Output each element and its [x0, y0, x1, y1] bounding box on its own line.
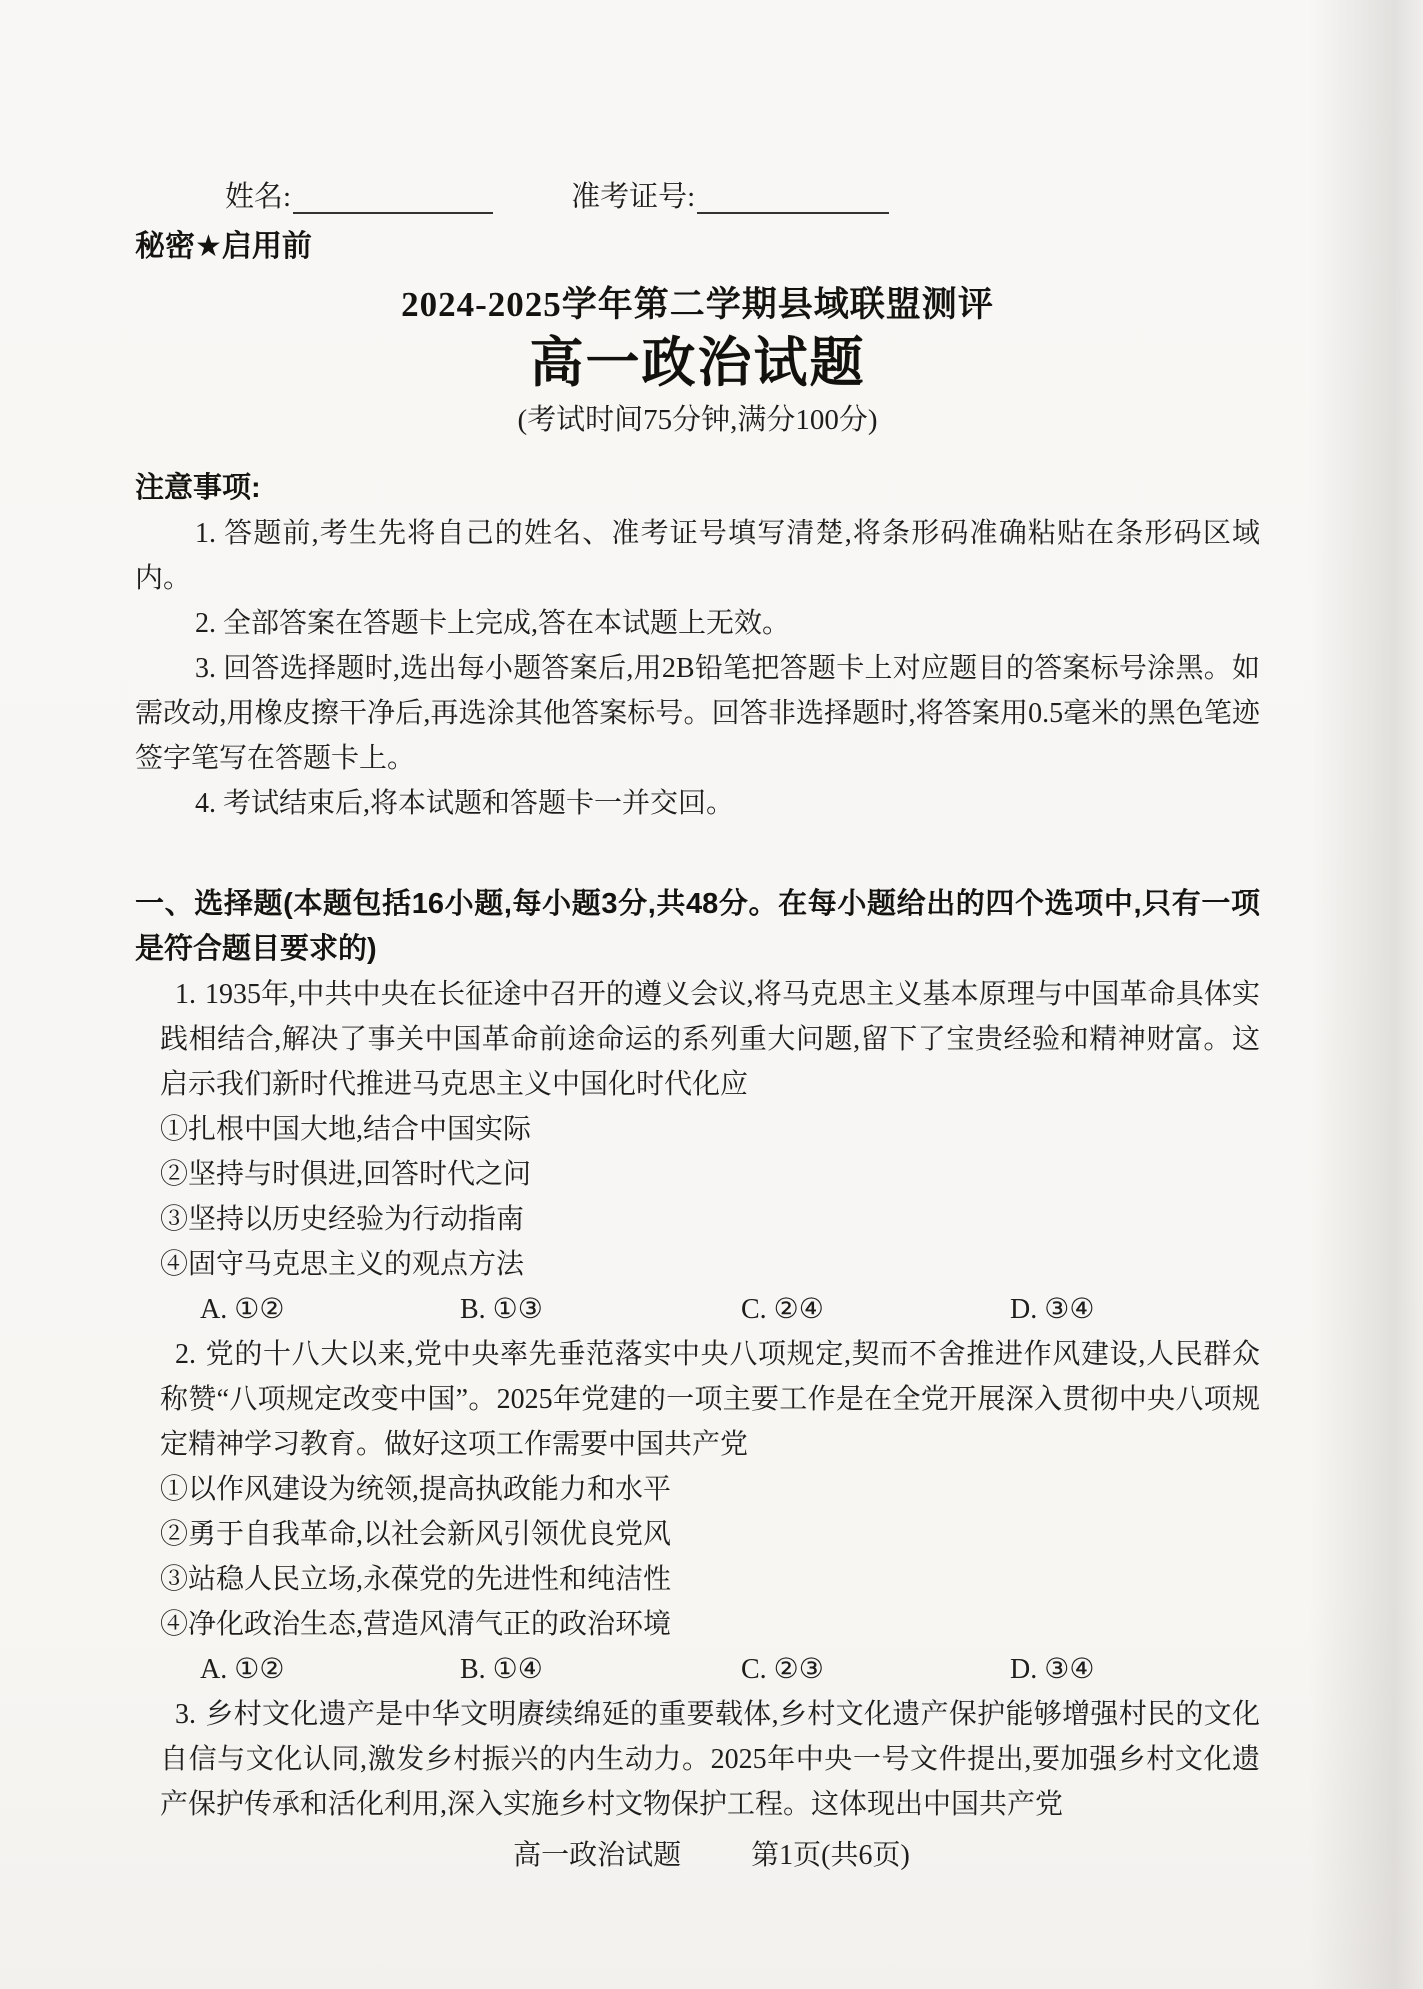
secrecy-notice: 秘密★启用前 — [135, 230, 312, 263]
page-footer — [0, 1833, 1423, 1878]
question-1-option-d: D. ③④ — [1010, 1294, 1095, 1325]
question-1 — [135, 972, 1260, 1332]
question-2-option-b: B. ①④ — [460, 1654, 543, 1685]
notice-item-3: 3. 回答选择题时,选出每小题答案后,用2B铅笔把答题卡上对应题目的答案标号涂黑。如需改动,用橡皮擦干净后,再选涂其他答案标号。回答非选择题时,将答案用0.5毫米的黑色笔迹签字笔写在答题卡上。 — [135, 653, 1260, 774]
question-1-stem — [160, 972, 1260, 1107]
question-3-stem — [160, 1692, 1260, 1827]
term-title: 2024-2025学年第二学期县域联盟测评 — [401, 285, 994, 324]
exam-id-label: 准考证号: — [571, 181, 696, 213]
question-1-subitem-2: ②坚持与时俱进,回答时代之问 — [160, 1159, 532, 1190]
footer-doc-title: 高一政治试题 — [513, 1840, 682, 1871]
question-2 — [135, 1332, 1260, 1692]
section-header: 一、选择题(本题包括16小题,每小题3分,共48分。在每小题给出的四个选项中,只有一项是符合题目要求的) — [135, 888, 1260, 965]
exam-meta: (考试时间75分钟,满分100分) — [517, 404, 878, 436]
question-1-subitem-3: ③坚持以历史经验为行动指南 — [160, 1204, 525, 1235]
question-2-subitem-2: ②勇于自我革命,以社会新风引领优良党风 — [160, 1519, 672, 1550]
question-1-number: 1. — [175, 979, 196, 1010]
notice-title: 注意事项: — [135, 472, 261, 504]
question-2-number: 2. — [175, 1339, 196, 1370]
question-2-option-a: A. ①② — [200, 1654, 285, 1685]
question-2-option-c: C. ②③ — [741, 1654, 824, 1685]
exam-id-blank-line — [697, 182, 889, 214]
question-1-option-c: C. ②④ — [741, 1294, 824, 1325]
question-2-option-d: D. ③④ — [1010, 1654, 1095, 1685]
name-blank-line — [293, 182, 493, 214]
question-1-option-a: A. ①② — [200, 1294, 285, 1325]
name-label: 姓名: — [225, 181, 292, 213]
question-2-stem-text: 党的十八大以来,党中央率先垂范落实中央八项规定,契而不舍推进作风建设,人民群众称赞“八项规定改变中国”。2025年党建的一项主要工作是在全党开展深入贯彻中央八项规定精神学习教育。做好这项工作需要中国共产党 — [160, 1339, 1260, 1460]
question-3-stem-text: 乡村文化遗产是中华文明赓续绵延的重要载体,乡村文化遗产保护能够增强村民的文化自信与文化认同,激发乡村振兴的内生动力。2025年中央一号文件提出,要加强乡村文化遗产保护传承和活化利用,深入实施乡村文物保护工程。这体现出中国共产党 — [160, 1699, 1260, 1820]
footer-page-indicator: 第1页(共6页) — [751, 1840, 910, 1871]
notice-item-4: 4. 考试结束后,将本试题和答题卡一并交回。 — [195, 788, 735, 819]
question-1-subitem-4: ④固守马克思主义的观点方法 — [160, 1249, 525, 1280]
question-2-subitem-3: ③站稳人民立场,永葆党的先进性和纯洁性 — [160, 1564, 672, 1595]
candidate-info-row — [135, 180, 1260, 214]
question-1-options — [160, 1287, 1260, 1332]
exam-title: 高一政治试题 — [529, 333, 866, 393]
question-2-stem — [160, 1332, 1260, 1467]
question-3 — [135, 1692, 1260, 1827]
notice-item-1: 1. 答题前,考生先将自己的姓名、准考证号填写清楚,将条形码准确粘贴在条形码区域内。 — [135, 518, 1260, 594]
question-1-subitem-1: ①扎根中国大地,结合中国实际 — [160, 1114, 532, 1145]
question-1-stem-text: 1935年,中共中央在长征途中召开的遵义会议,将马克思主义基本原理与中国革命具体实践相结合,解决了事关中国革命前途命运的系列重大问题,留下了宝贵经验和精神财富。这启示我们新时代推进马克思主义中国化时代化应 — [160, 979, 1260, 1100]
question-3-number: 3. — [175, 1699, 196, 1730]
notice-item-2: 2. 全部答案在答题卡上完成,答在本试题上无效。 — [195, 608, 791, 639]
question-2-subitem-4: ④净化政治生态,营造风清气正的政治环境 — [160, 1609, 672, 1640]
question-2-options — [160, 1647, 1260, 1692]
question-1-option-b: B. ①③ — [460, 1294, 543, 1325]
question-2-subitem-1: ①以作风建设为统领,提高执政能力和水平 — [160, 1474, 672, 1505]
